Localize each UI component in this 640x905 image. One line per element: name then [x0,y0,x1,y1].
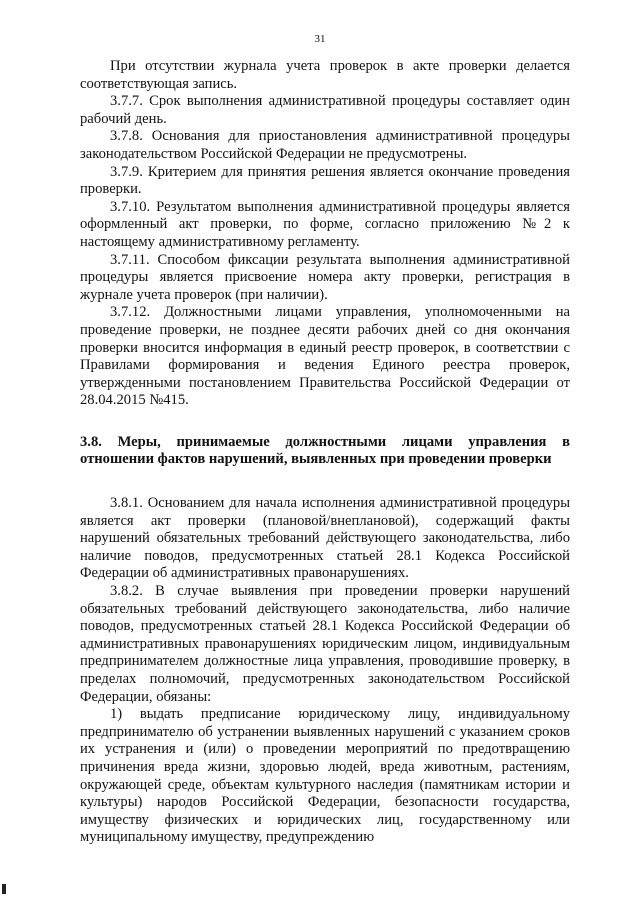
paragraph-3-7-10: 3.7.10. Результатом выполнения административной процедуры является оформленный акт проверки, по форме, согласно приложению №2 к настоящему административному регламенту. [80,198,570,250]
list-item-1: 1) выдать предписание юридическому лицу, индивидуальному предпринимателю об устранении выявленных нарушений с указанием сроков их устранения и (или) о проведении мероприятий по предотвращению причинения вреда жизни, здоровью людей, вреда животным, растениям, окружающей среде, объектам культурного наследия (памятникам истории и культуры) народов Российской Федерации, безопасности государства, имуществу физических и юридических лиц, государственному или муниципальному имуществу, предупреждению [80,706,570,846]
section-heading-3-8: 3.8. Меры, принимаемые должностными лицами управления в отношении фактов нарушений, выявленных при проведении проверки [80,433,570,468]
scan-edge-mark [2,884,6,894]
paragraph-3-7-12: 3.7.12. Должностными лицами управления, уполномоченными на проведение проверки, не позднее десяти рабочих дней со дня окончания проверки вносится информация в единый реестр проверок, в соответствии с Правилами формирования и ведения Единого реестра проверок, утвержденными постановлением Правительства Российской Федерации от 28.04.2015 №415. [80,304,570,409]
paragraph-3-7-7: 3.7.7. Срок выполнения административной процедуры составляет один рабочий день. [80,93,570,127]
page-number: 31 [314,33,326,45]
document-body [80,58,570,847]
paragraph-journal-absence: При отсутствии журнала учета проверок в акте проверки делается соответствующая запись. [80,58,570,92]
paragraph-3-8-1: 3.8.1. Основанием для начала исполнения административной процедуры является акт проверки (плановой/внеплановой), содержащий факты нарушений обязательных требований действующего законодательства, либо наличие поводов, предусмотренных статьей 28.1 Кодекса Российской Федерации об административных правонарушениях. [80,495,570,582]
paragraph-3-8-2: 3.8.2. В случае выявления при проведении проверки нарушений обязательных требований действующего законодательства, либо наличие поводов, предусмотренных статьей 28.1 Кодекса Российской Федерации об административных правонарушениях юридическим лицом, индивидуальным предпринимателем должностные лица управления, проводившие проверку, в пределах полномочий, предусмотренных законодательством Российской Федерации, обязаны: [80,583,570,705]
paragraph-3-7-9: 3.7.9. Критерием для принятия решения является окончание проведения проверки. [80,163,570,198]
paragraph-3-7-11: 3.7.11. Способом фиксации результата выполнения административной процедуры является присвоение номера акту проверки, регистрация в журнале учета проверок (при наличии). [80,251,570,303]
paragraph-3-7-8: 3.7.8. Основания для приостановления административной процедуры законодательством Российской Федерации не предусмотрены. [80,128,570,162]
